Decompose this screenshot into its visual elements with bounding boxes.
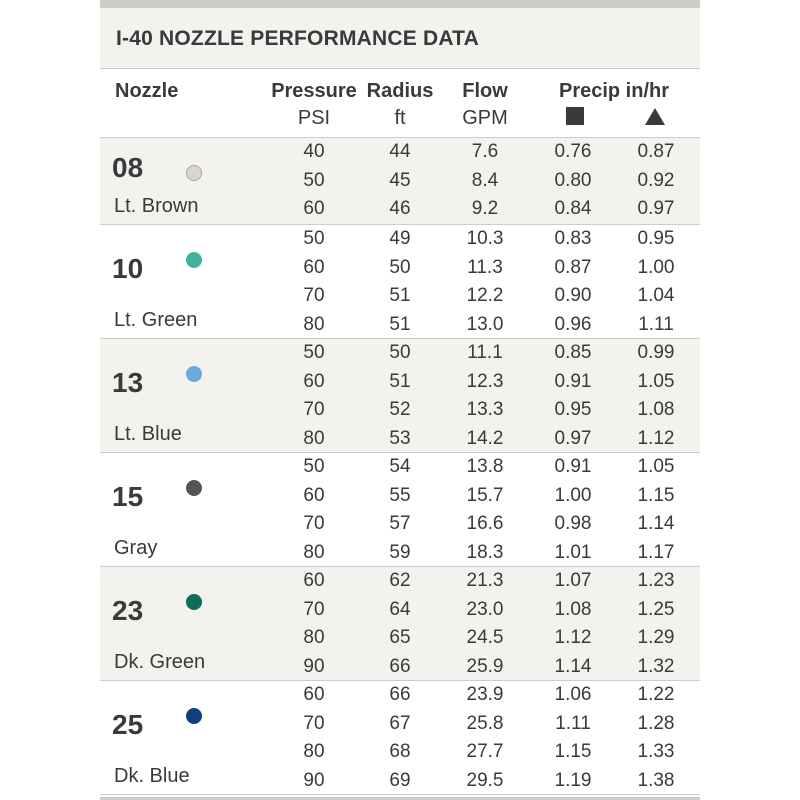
precip-square-cell: 0.96 [554, 313, 592, 335]
table-row [100, 311, 700, 339]
flow-cell: 13.0 [466, 313, 504, 335]
flow-cell: 12.2 [466, 285, 504, 307]
table-row [100, 510, 700, 538]
pressure-cell: 60 [303, 684, 325, 705]
pressure-cell: 40 [303, 141, 325, 162]
precip-square-cell: 1.08 [554, 598, 592, 620]
precip-square-cell: 0.80 [554, 169, 592, 191]
nozzle-number: 08 [112, 152, 144, 183]
precip-triangle-cell: 1.15 [637, 484, 675, 506]
header-flow-unit: GPM [462, 107, 508, 129]
precip-square-cell: 0.98 [554, 513, 592, 535]
flow-cell: 21.3 [466, 570, 504, 591]
radius-cell: 59 [389, 541, 411, 563]
precip-square-cell: 0.83 [554, 228, 592, 249]
flow-cell: 12.3 [466, 370, 504, 392]
precip-square-cell: 0.87 [554, 256, 592, 278]
precip-triangle-cell: 1.14 [637, 513, 675, 535]
precip-triangle-cell: 1.33 [637, 741, 675, 763]
table-row [100, 339, 700, 367]
flow-cell: 23.0 [466, 598, 504, 620]
table-row [100, 624, 700, 652]
flow-cell: 18.3 [466, 541, 504, 563]
radius-cell: 50 [389, 256, 411, 278]
precip-triangle-cell: 1.38 [637, 769, 675, 791]
pressure-cell: 60 [303, 256, 325, 278]
precip-triangle-cell: 1.32 [637, 655, 675, 677]
precip-square-cell: 1.15 [554, 741, 592, 763]
precip-square-cell: 1.07 [554, 570, 592, 591]
title-bar [100, 8, 700, 68]
table-row [100, 767, 700, 795]
radius-cell: 57 [389, 513, 411, 535]
table-row [100, 653, 700, 681]
flow-cell: 14.2 [466, 427, 504, 449]
nozzle-performance-sheet [100, 0, 700, 800]
precip-triangle-cell: 1.23 [637, 570, 675, 591]
pressure-cell: 80 [303, 541, 325, 563]
pressure-cell: 80 [303, 741, 325, 763]
nozzle-color-name: Gray [114, 537, 158, 559]
flow-cell: 25.8 [466, 712, 504, 734]
nozzle-group [100, 225, 700, 339]
nozzle-group [100, 453, 700, 567]
radius-cell: 55 [389, 484, 411, 506]
nozzle-group [100, 138, 700, 225]
flow-cell: 8.4 [471, 169, 499, 191]
precip-square-cell: 0.84 [554, 198, 592, 220]
radius-cell: 52 [389, 399, 411, 421]
radius-cell: 66 [389, 655, 411, 677]
pressure-cell: 60 [303, 370, 325, 392]
pressure-cell: 60 [303, 198, 325, 220]
precip-triangle-cell: 0.87 [637, 141, 675, 162]
table-title: I-40 NOZZLE PERFORMANCE DATA [116, 27, 479, 50]
flow-cell: 9.2 [471, 198, 499, 220]
precip-square-cell: 0.85 [554, 342, 592, 363]
pressure-cell: 70 [303, 399, 325, 421]
precip-square-cell: 0.90 [554, 285, 592, 307]
radius-cell: 65 [389, 627, 411, 649]
nozzle-number: 23 [112, 595, 144, 626]
precip-triangle-cell: 1.29 [637, 627, 675, 649]
precip-square-cell: 0.95 [554, 399, 592, 421]
header-radius: Radius [366, 80, 434, 102]
radius-cell: 66 [389, 684, 411, 705]
radius-cell: 67 [389, 712, 411, 734]
precip-square-cell: 1.19 [554, 769, 592, 791]
flow-cell: 13.3 [466, 399, 504, 421]
radius-cell: 54 [389, 456, 411, 477]
pressure-cell: 50 [303, 169, 325, 191]
nozzle-color-name: Dk. Blue [114, 765, 190, 787]
pressure-cell: 90 [303, 769, 325, 791]
flow-cell: 16.6 [466, 513, 504, 535]
table-row [100, 138, 700, 166]
pressure-cell: 70 [303, 285, 325, 307]
table-row [100, 482, 700, 510]
flow-cell: 29.5 [466, 769, 504, 791]
precip-triangle-cell: 1.28 [637, 712, 675, 734]
precip-square-cell: 1.00 [554, 484, 592, 506]
precip-square-cell: 1.12 [554, 627, 592, 649]
header-flow: Flow [462, 80, 508, 102]
header-radius-unit: ft [394, 107, 406, 129]
table-row [100, 254, 700, 282]
nozzle-group [100, 681, 700, 795]
radius-cell: 68 [389, 741, 411, 763]
table-row [100, 681, 700, 709]
radius-cell: 45 [389, 169, 411, 191]
precip-triangle-cell: 0.99 [637, 342, 675, 363]
pressure-cell: 70 [303, 712, 325, 734]
precip-square-cell: 0.91 [554, 370, 592, 392]
header-precip: Precip in/hr [558, 80, 670, 102]
table-row [100, 282, 700, 310]
precip-triangle-cell: 1.05 [637, 370, 675, 392]
radius-cell: 49 [389, 228, 411, 249]
pressure-cell: 60 [303, 570, 325, 591]
pressure-cell: 90 [303, 655, 325, 677]
table-row [100, 167, 700, 195]
table-row [100, 396, 700, 424]
top-rule [100, 0, 700, 8]
pressure-cell: 70 [303, 598, 325, 620]
table-row [100, 539, 700, 567]
radius-cell: 62 [389, 570, 411, 591]
radius-cell: 51 [389, 313, 411, 335]
flow-cell: 24.5 [466, 627, 504, 649]
flow-cell: 11.1 [467, 342, 503, 363]
table-row [100, 425, 700, 453]
header-pressure: Pressure [271, 80, 357, 102]
precip-square-cell: 0.76 [554, 141, 592, 162]
precip-square-cell: 1.01 [554, 541, 592, 563]
flow-cell: 13.8 [466, 456, 504, 477]
pressure-cell: 50 [303, 456, 325, 477]
table-row [100, 596, 700, 624]
flow-cell: 7.6 [471, 141, 499, 162]
table-row [100, 453, 700, 481]
radius-cell: 50 [389, 342, 411, 363]
flow-cell: 25.9 [466, 655, 504, 677]
pressure-cell: 70 [303, 513, 325, 535]
nozzle-number: 13 [112, 367, 144, 398]
nozzle-group [100, 339, 700, 453]
nozzle-color-name: Lt. Green [114, 309, 198, 331]
pressure-cell: 60 [303, 484, 325, 506]
precip-triangle-cell: 0.95 [637, 228, 675, 249]
nozzle-color-name: Lt. Brown [114, 195, 199, 217]
precip-triangle-cell: 1.12 [637, 427, 675, 449]
radius-cell: 64 [389, 598, 411, 620]
precip-triangle-cell: 1.05 [637, 456, 675, 477]
radius-cell: 51 [389, 285, 411, 307]
header-nozzle: Nozzle [115, 80, 179, 102]
nozzle-number: 15 [112, 481, 144, 512]
nozzle-color-name: Dk. Green [114, 651, 206, 673]
table-row [100, 368, 700, 396]
radius-cell: 44 [389, 141, 411, 162]
radius-cell: 69 [389, 769, 411, 791]
flow-cell: 10.3 [466, 228, 504, 249]
precip-square-cell: 1.06 [554, 684, 592, 705]
precip-triangle-cell: 1.25 [637, 598, 675, 620]
nozzle-color-name: Lt. Blue [114, 423, 182, 445]
radius-cell: 53 [389, 427, 411, 449]
pressure-cell: 80 [303, 627, 325, 649]
precip-triangle-cell: 0.97 [637, 198, 675, 220]
table-row [100, 195, 700, 223]
radius-cell: 51 [389, 370, 411, 392]
precip-triangle-cell: 1.04 [637, 285, 675, 307]
pressure-cell: 80 [303, 427, 325, 449]
precip-square-cell: 1.11 [555, 712, 591, 734]
precip-triangle-cell: 1.00 [637, 256, 675, 278]
table-row [100, 738, 700, 766]
nozzle-number: 10 [112, 253, 144, 284]
pressure-cell: 50 [303, 228, 325, 249]
header-pressure-unit: PSI [297, 107, 331, 129]
precip-square-cell: 1.14 [554, 655, 592, 677]
precip-triangle-cell: 1.17 [637, 541, 675, 563]
radius-cell: 46 [389, 198, 411, 220]
pressure-cell: 50 [303, 342, 325, 363]
flow-cell: 23.9 [466, 684, 504, 705]
table-header [100, 68, 700, 138]
precip-triangle-cell: 1.08 [637, 399, 675, 421]
precip-square-cell: 0.91 [554, 456, 592, 477]
table-row [100, 710, 700, 738]
triangle-icon [645, 108, 665, 125]
precip-triangle-cell: 0.92 [637, 169, 675, 191]
precip-square-cell: 0.97 [554, 427, 592, 449]
square-icon [566, 107, 584, 125]
pressure-cell: 80 [303, 313, 325, 335]
table-row [100, 567, 700, 595]
table-row [100, 225, 700, 253]
nozzle-number: 25 [112, 709, 144, 740]
precip-triangle-cell: 1.22 [637, 684, 675, 705]
flow-cell: 27.7 [466, 741, 504, 763]
precip-triangle-cell: 1.11 [638, 313, 674, 335]
flow-cell: 11.3 [467, 256, 503, 278]
nozzle-group [100, 567, 700, 681]
flow-cell: 15.7 [466, 484, 504, 506]
